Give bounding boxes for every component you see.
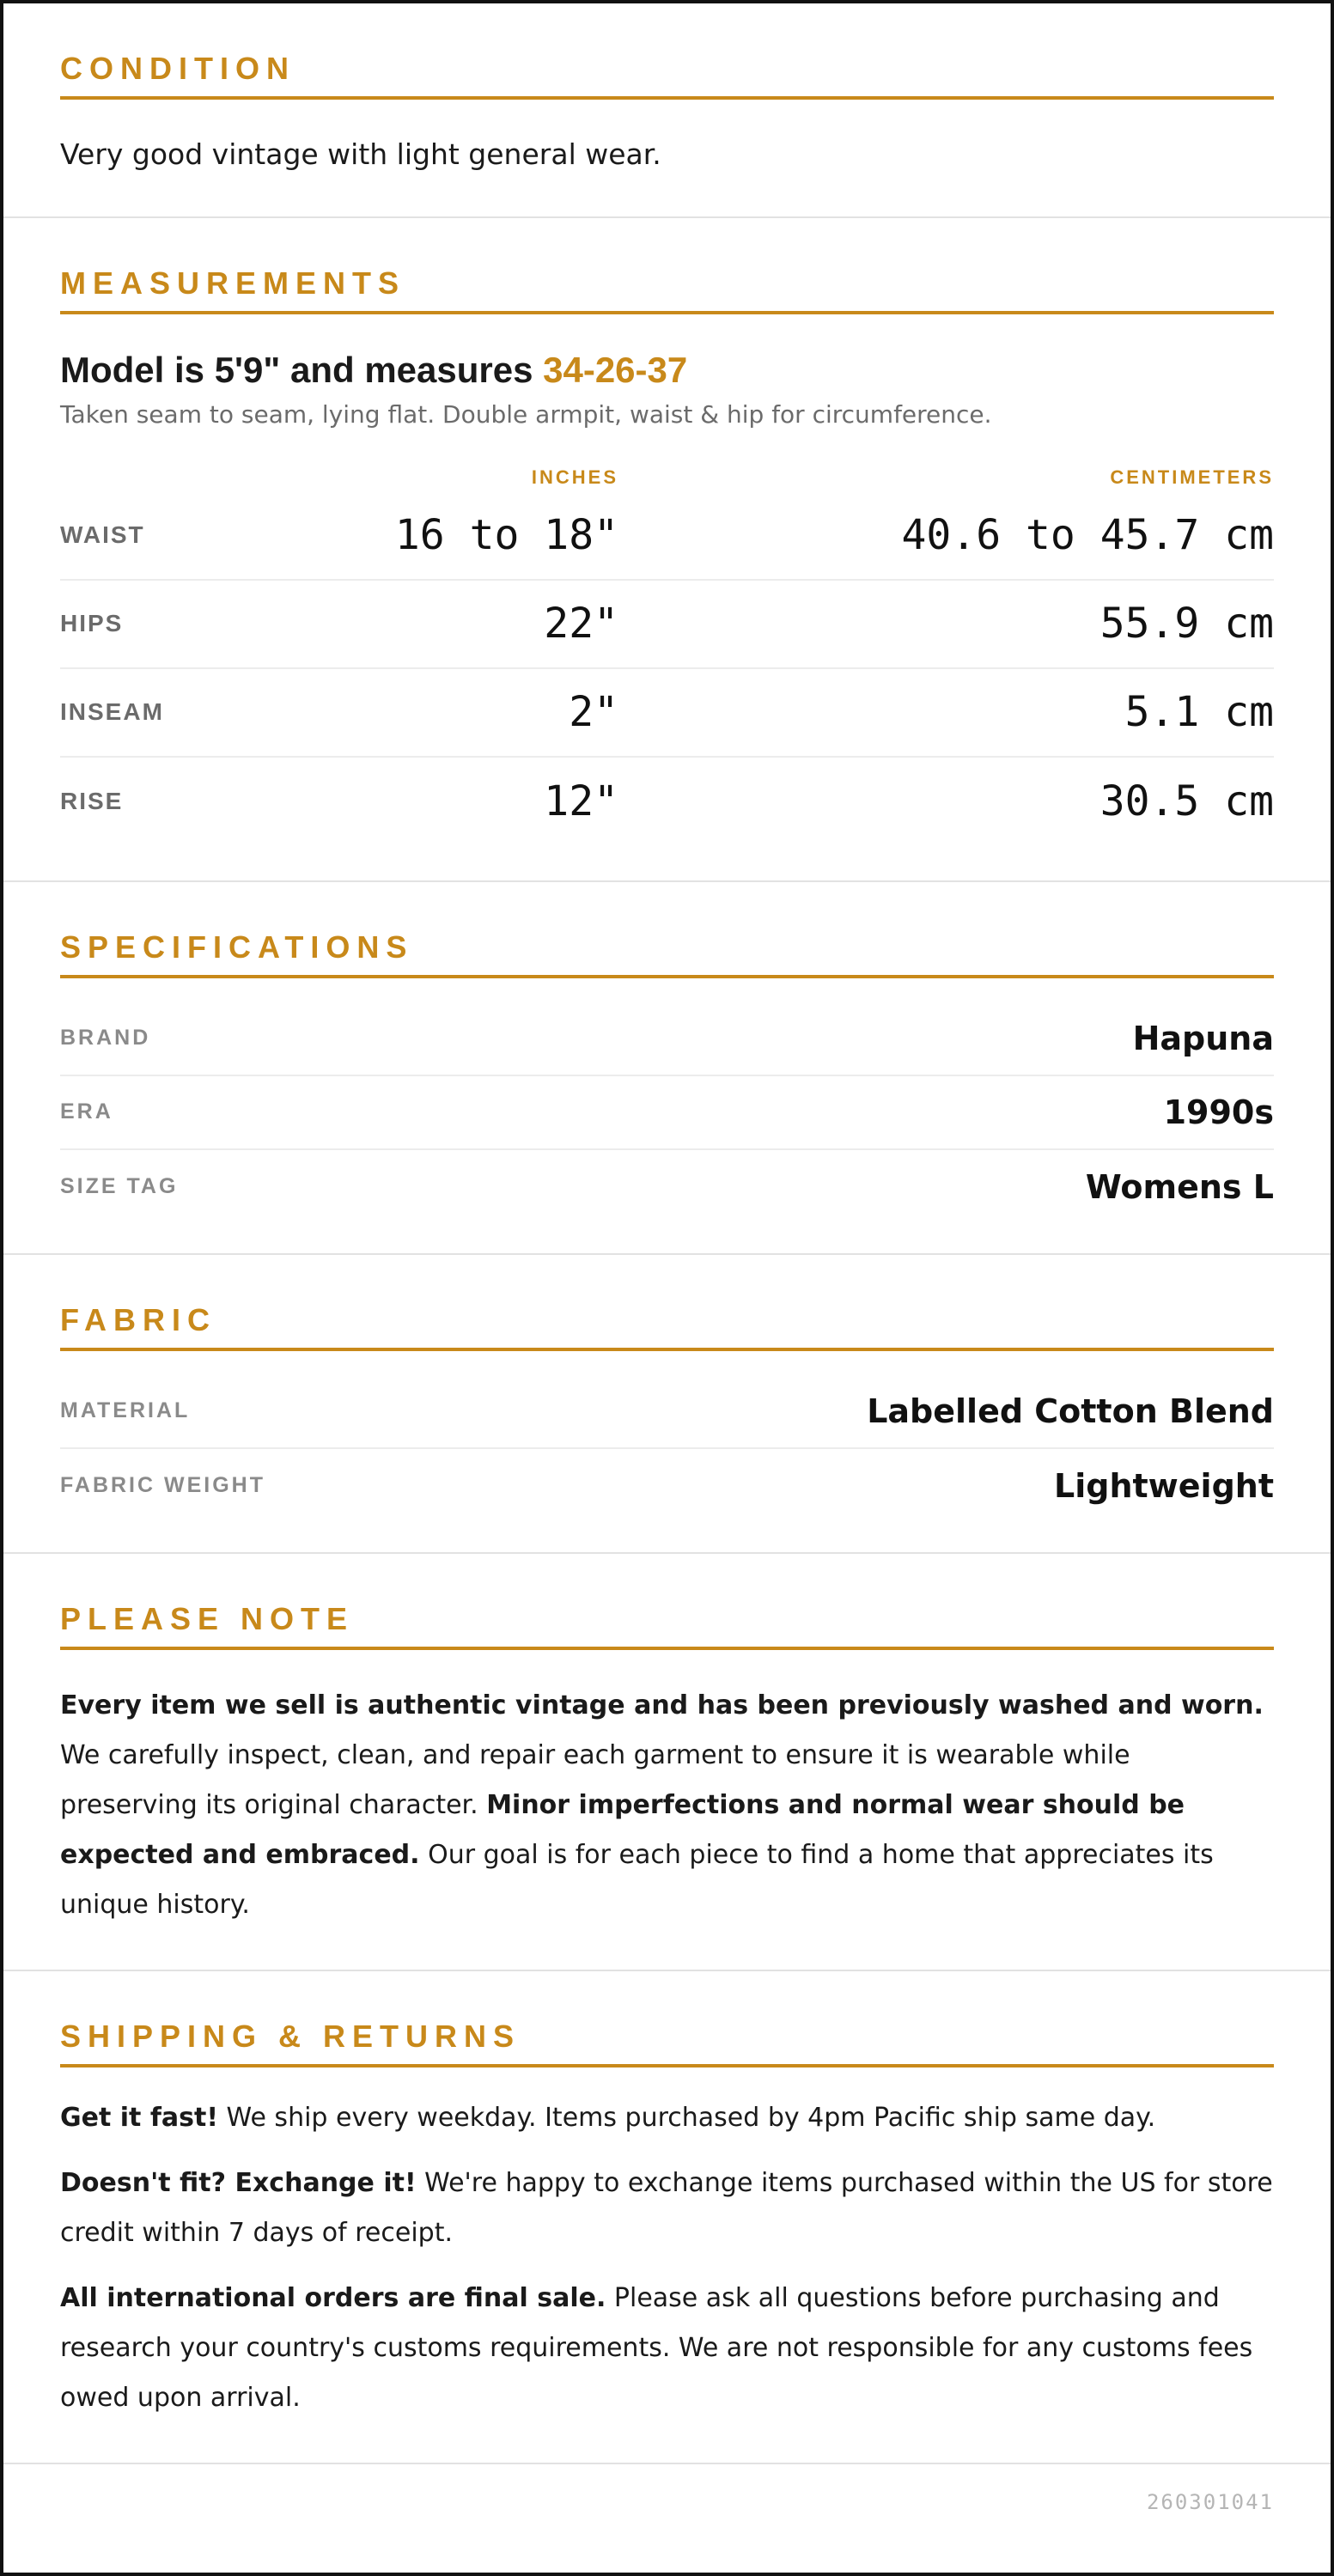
shipping-paragraph-fast <box>60 2093 1274 2143</box>
spec-value: Womens L <box>1085 1167 1274 1206</box>
row-centimeters: 55.9 cm <box>1099 600 1274 649</box>
header-inches: INCHES <box>531 466 618 488</box>
fabric-list <box>60 1351 1274 1552</box>
please-note-paragraph <box>60 1681 1274 1930</box>
shipping-text-2: We're happy to exchange items purchased within the US for store credit within 7 days of receipt. <box>60 2167 1273 2248</box>
shipping-paragraph-exchange <box>60 2159 1274 2258</box>
measurements-section <box>3 218 1331 882</box>
table-row <box>60 581 1274 669</box>
model-value: 34-26-37 <box>543 349 688 390</box>
table-row <box>60 492 1274 581</box>
shipping-section <box>3 1971 1331 2464</box>
fabric-value: Labelled Cotton Blend <box>867 1392 1274 1430</box>
row-label: INSEAM <box>60 698 164 726</box>
shipping-paragraph-international <box>60 2274 1274 2423</box>
please-note-section <box>3 1554 1331 1971</box>
fabric-label: FABRIC WEIGHT <box>60 1473 265 1498</box>
measurements-table-header <box>60 463 1274 492</box>
row-inches: 16 to 18" <box>394 511 618 560</box>
specifications-title: SPECIFICATIONS <box>60 882 1274 978</box>
specifications-section <box>3 882 1331 1255</box>
list-item <box>60 1150 1274 1224</box>
measurements-table <box>60 463 1274 880</box>
item-code: 260301041 <box>1146 2489 1274 2514</box>
shipping-bold-2: Doesn't fit? Exchange it! <box>60 2167 417 2198</box>
spec-value: Hapuna <box>1132 1019 1274 1057</box>
spec-value: 1990s <box>1163 1093 1274 1131</box>
row-centimeters: 5.1 cm <box>1124 688 1274 737</box>
model-measurements <box>60 350 1274 390</box>
note-text-1: We carefully inspect, clean, and repair each garment to ensure it is wearable while preserving its original character. <box>60 1739 1130 1820</box>
fabric-value: Lightweight <box>1054 1466 1274 1505</box>
shipping-text-3: Please ask all questions before purchasing and research your country's customs requirements. We are not responsible for any customs fees owed upon arrival. <box>60 2282 1253 2413</box>
spec-label: ERA <box>60 1099 113 1124</box>
note-text-2: Our goal is for each piece to find a home that appreciates its unique history. <box>60 1839 1214 1920</box>
row-label: HIPS <box>60 610 124 637</box>
please-note-body <box>60 1650 1274 1970</box>
fabric-title: FABRIC <box>60 1255 1274 1351</box>
row-label: RISE <box>60 788 124 815</box>
shipping-title: SHIPPING & RETURNS <box>60 1971 1274 2067</box>
fabric-label: MATERIAL <box>60 1398 191 1423</box>
shipping-text-1: We ship every weekday. Items purchased by 4pm Pacific ship same day. <box>218 2102 1156 2133</box>
footer <box>3 2464 1331 2540</box>
specifications-list <box>60 978 1274 1253</box>
shipping-bold-3: All international orders are final sale. <box>60 2282 606 2313</box>
table-row <box>60 758 1274 846</box>
please-note-title: PLEASE NOTE <box>60 1554 1274 1650</box>
measurements-title: MEASUREMENTS <box>60 218 1274 314</box>
list-item <box>60 1076 1274 1150</box>
condition-section <box>3 3 1331 218</box>
list-item <box>60 1002 1274 1076</box>
row-label: WAIST <box>60 521 145 549</box>
note-bold-1: Every item we sell is authentic vintage and has been previously washed and worn. <box>60 1690 1264 1720</box>
condition-title: CONDITION <box>60 3 1274 100</box>
spec-label: SIZE TAG <box>60 1174 179 1199</box>
row-inches: 22" <box>544 600 618 649</box>
row-inches: 12" <box>544 777 618 826</box>
header-centimeters: CENTIMETERS <box>1110 466 1274 488</box>
list-item <box>60 1449 1274 1523</box>
table-row <box>60 669 1274 758</box>
shipping-body <box>60 2067 1274 2463</box>
row-centimeters: 30.5 cm <box>1099 777 1274 826</box>
model-prefix: Model is 5'9" and measures <box>60 349 544 390</box>
note-bold-2: Minor imperfections and normal wear should be expected and embraced. <box>60 1789 1185 1870</box>
spec-label: BRAND <box>60 1026 151 1050</box>
row-inches: 2" <box>569 688 618 737</box>
condition-text: Very good vintage with light general wear. <box>60 137 661 171</box>
list-item <box>60 1375 1274 1449</box>
shipping-bold-1: Get it fast! <box>60 2102 218 2133</box>
measurement-note: Taken seam to seam, lying flat. Double armpit, waist & hip for circumference. <box>60 399 992 429</box>
fabric-section <box>3 1255 1331 1554</box>
row-centimeters: 40.6 to 45.7 cm <box>901 511 1274 560</box>
